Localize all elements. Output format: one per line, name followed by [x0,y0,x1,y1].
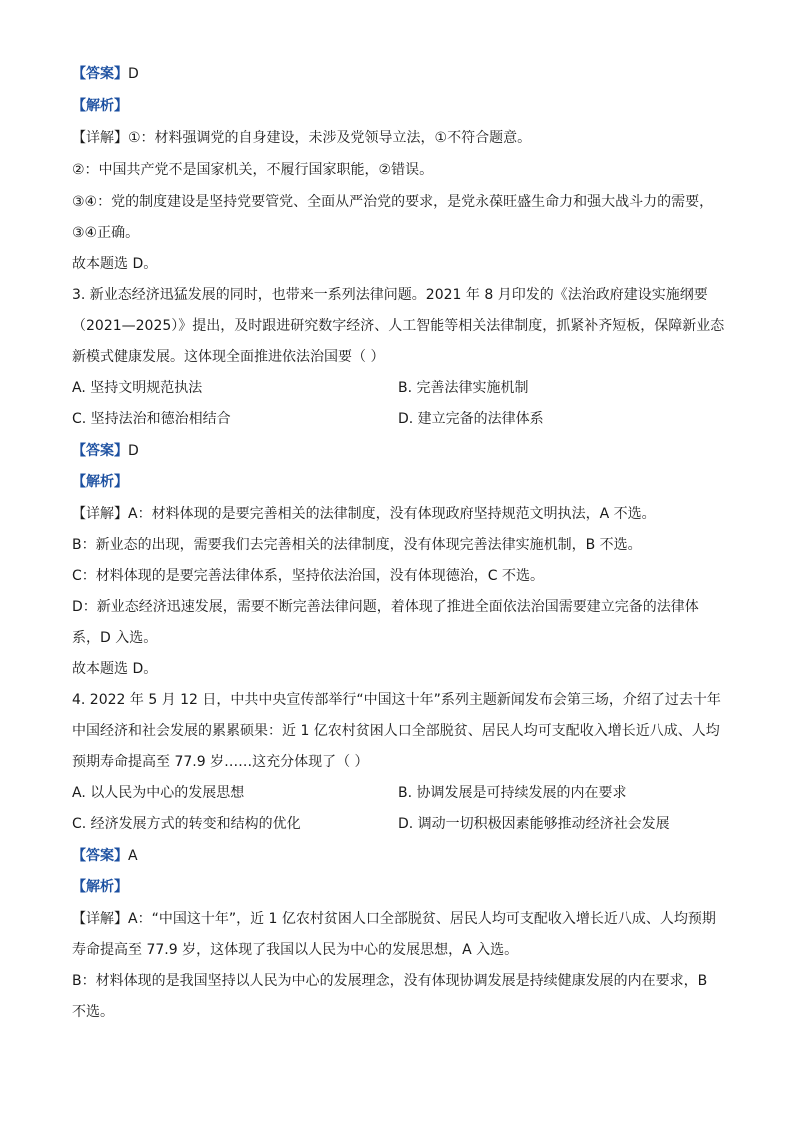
q2-conclusion: 故本题选 D。 [72,256,158,272]
q2-detail-1 [72,128,531,148]
q3-analysis-tag [72,472,128,492]
detail-tag: 【详解】 [72,911,128,927]
analysis-tag: 【解析】 [72,474,128,490]
q3-detail-d2: 系，D 入选。 [72,630,158,646]
answer-tag: 【答案】 [72,848,128,864]
q2-answer-line [72,64,139,84]
answer-tag: 【答案】 [72,443,128,459]
q3-option-d: D. 建立完备的法律体系 [398,411,544,427]
detail-tag: 【详解】 [72,130,128,146]
q3-option-b: B. 完善法律实施机制 [398,380,529,396]
q3-option-c: C. 坚持法治和德治相结合 [72,411,231,427]
detail-text: A：“中国这十年”，近 1 亿农村贫困人口全部脱贫、居民人均可支配收入增长近八成、人均预期 [128,911,716,927]
q4-detail-a1 [72,909,716,929]
q3-detail-b: B：新业态的出现，需要我们去完善相关的法律制度，没有体现完善法律实施机制，B 不选。 [72,537,642,553]
q4-stem-1: 4. 2022 年 5 月 12 日，中共中央宣传部举行“中国这十年”系列主题新闻发布会第三场，介绍了过去十年 [72,692,721,708]
q4-answer-line [72,846,138,866]
q4-detail-a2: 寿命提高至 77.9 岁，这体现了我国以人民为中心的发展思想，A 入选。 [72,942,519,958]
q3-detail-a [72,504,656,524]
q2-detail-3b: ③④正确。 [72,225,140,241]
q3-conclusion: 故本题选 D。 [72,661,158,677]
q3-option-a: A. 坚持文明规范执法 [72,380,203,396]
q3-stem-2: （2021—2025）》提出，及时跟进研究数字经济、人工智能等相关法律制度，抓紧补齐短板，保障新业态 [72,318,725,334]
q3-stem-1: 3. 新业态经济迅猛发展的同时，也带来一系列法律问题。2021 年 8 月印发的《法治政府建设实施纲要 [72,287,708,303]
q4-analysis-tag [72,877,128,897]
analysis-tag: 【解析】 [72,879,128,895]
q4-detail-b2: 不选。 [72,1004,114,1020]
q3-detail-d1: D：新业态经济迅速发展，需要不断完善法律问题，着体现了推进全面依法治国需要建立完备的法律体 [72,599,699,615]
detail-text: ①：材料强调党的自身建设，未涉及党领导立法，①不符合题意。 [128,130,532,146]
answer-value: A [128,848,138,864]
q2-analysis-tag [72,96,128,116]
q4-stem-2: 中国经济和社会发展的累累硕果：近 1 亿农村贫困人口全部脱贫、居民人均可支配收入增长近八成、人均 [72,723,720,739]
q4-option-c: C. 经济发展方式的转变和结构的优化 [72,816,301,832]
answer-value: D [128,66,139,82]
q4-option-a: A. 以人民为中心的发展思想 [72,785,245,801]
detail-tag: 【详解】 [72,506,128,522]
q3-answer-line [72,441,139,461]
q4-option-d: D. 调动一切积极因素能够推动经济社会发展 [398,816,670,832]
answer-tag: 【答案】 [72,66,128,82]
q2-detail-2: ②：中国共产党不是国家机关，不履行国家职能，②错误。 [72,162,434,178]
detail-text: A：材料体现的是要完善相关的法律制度，没有体现政府坚持规范文明执法，A 不选。 [128,506,656,522]
q3-stem-3: 新模式健康发展。这体现全面推进依法治国要（ ） [72,349,385,365]
q3-detail-c: C：材料体现的是要完善法律体系，坚持依法治国，没有体现德治，C 不选。 [72,568,544,584]
q4-option-b: B. 协调发展是可持续发展的内在要求 [398,785,627,801]
q2-detail-3a: ③④：党的制度建设是坚持党要管党、全面从严治党的要求，是党永葆旺盛生命力和强大战斗力的需要， [72,194,714,210]
q4-stem-3: 预期寿命提高至 77.9 岁……这充分体现了（ ） [72,754,369,770]
q4-detail-b1: B：材料体现的是我国坚持以人民为中心的发展理念，没有体现协调发展是持续健康发展的内在要求，B [72,973,708,989]
answer-value: D [128,443,139,459]
analysis-tag: 【解析】 [72,98,128,114]
